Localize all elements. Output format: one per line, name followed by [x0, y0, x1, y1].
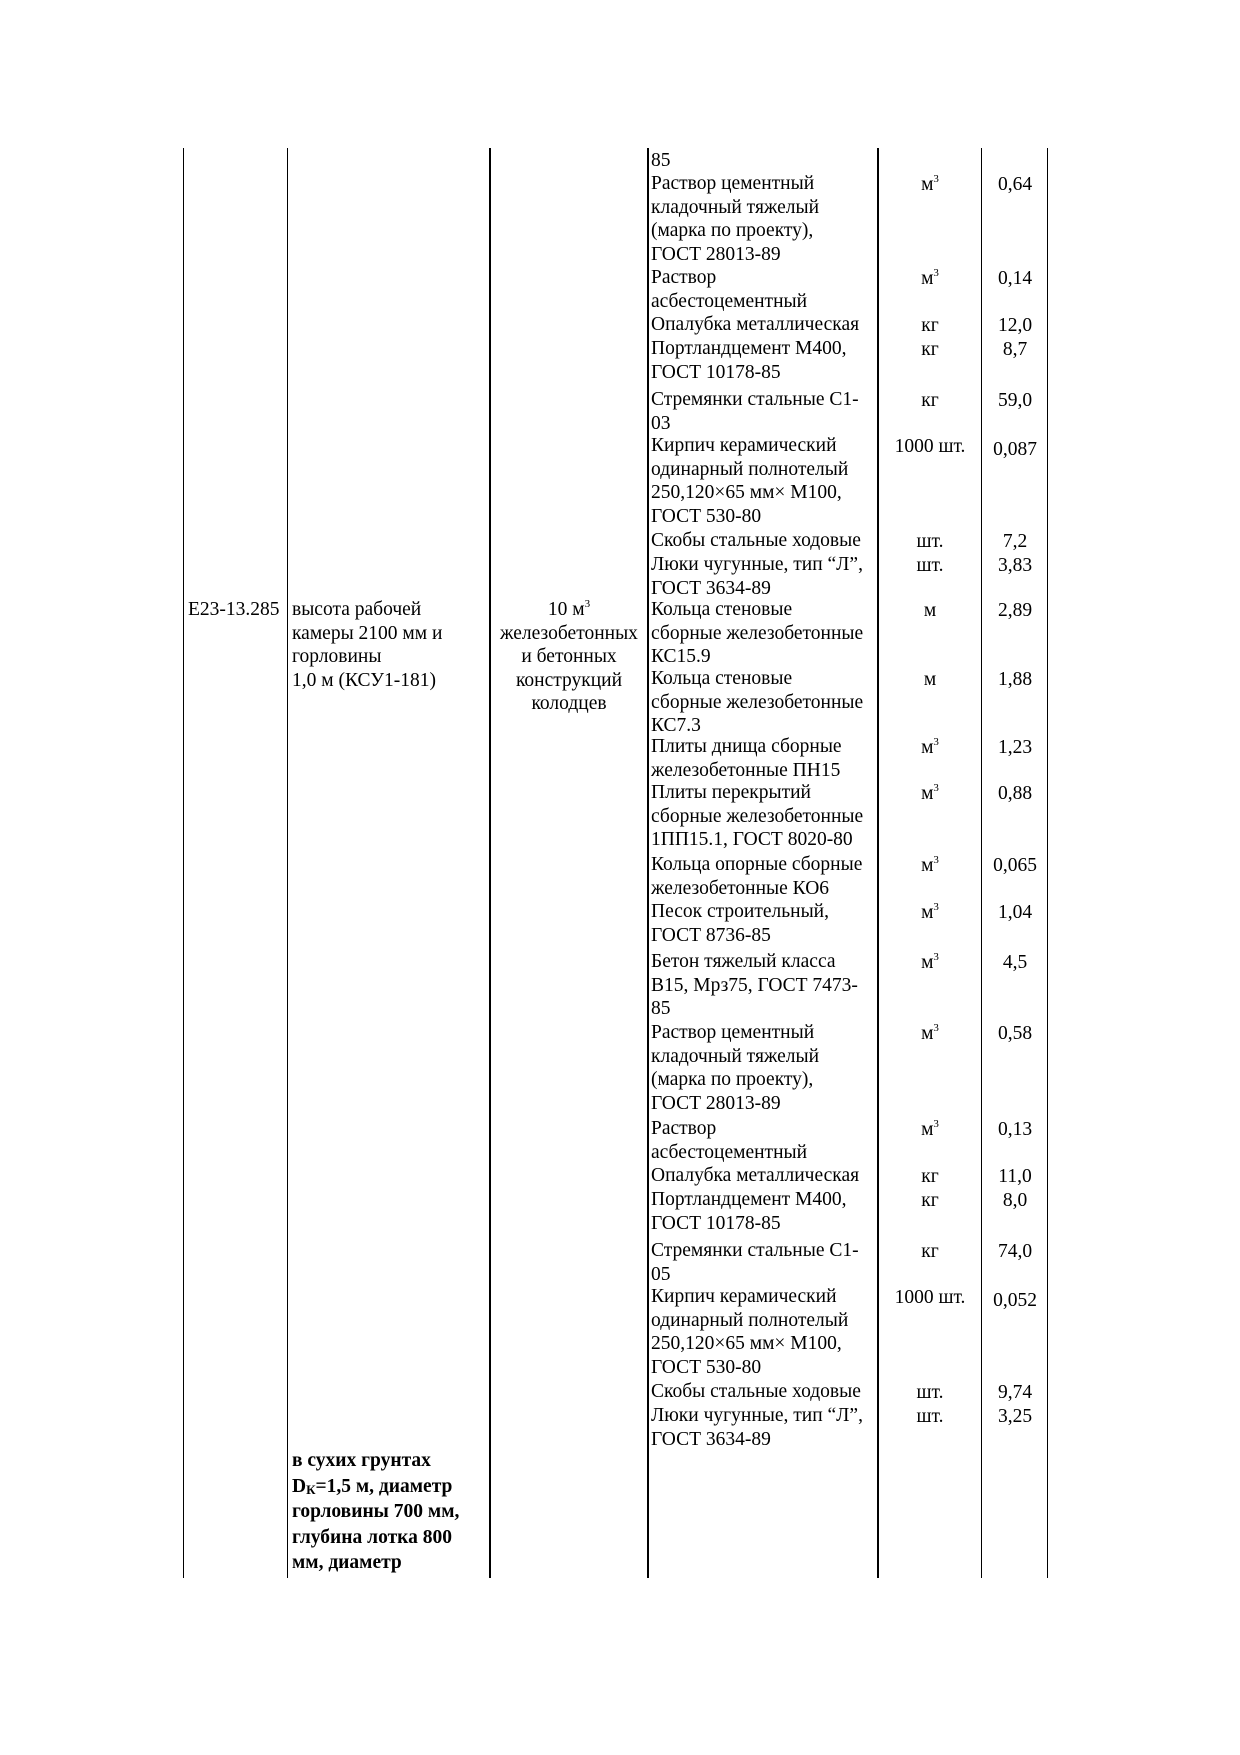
material-name: [651, 529, 861, 553]
material-name-line: Портландцемент М400,: [651, 338, 847, 359]
material-name-line: Опалубка металлическая: [651, 314, 860, 335]
material-name: [651, 853, 862, 900]
material-unit: $м^3$: [921, 736, 939, 758]
material-qty: 12,0: [997, 315, 1033, 336]
material-qty: 0,052: [993, 1290, 1037, 1311]
row-meter-line: колодцев: [531, 693, 607, 714]
row-meter: [491, 598, 647, 716]
table-col-divider-1: [287, 148, 288, 1578]
material-qty: 2,89: [997, 600, 1033, 621]
material-qty: 74,0: [997, 1241, 1033, 1262]
material-qty: 0,065: [993, 855, 1037, 876]
material-name: [651, 1164, 859, 1188]
next-section-heading: [292, 1448, 459, 1576]
material-name-line: Кирпич керамический: [651, 1286, 837, 1307]
row-description-line: высота рабочей: [292, 599, 422, 620]
material-qty: 8,7: [1002, 339, 1028, 360]
material-qty: 0,14: [997, 268, 1033, 289]
material-unit: м: [923, 669, 937, 690]
material-name: [651, 1380, 861, 1404]
material-qty: 8,0: [1002, 1190, 1028, 1211]
material-name-line: одинарный полнотелый: [651, 458, 849, 480]
material-name: [651, 1021, 819, 1115]
material-unit: шт.: [916, 555, 944, 576]
material-name: [651, 1188, 847, 1235]
material-unit: м: [923, 600, 937, 621]
material-name-line: кладочный тяжелый: [651, 196, 820, 218]
material-unit: кг: [921, 390, 939, 411]
row-meter-line: конструкций: [515, 669, 623, 691]
material-name: [651, 388, 859, 435]
material-name-line: Бетон тяжелый класса: [651, 951, 836, 972]
material-name: [651, 950, 858, 1021]
row-description-line: камеры 2100 мм и: [292, 622, 443, 644]
next-section-line: мм, диаметр: [292, 1552, 402, 1573]
material-name-line: КС15.9: [651, 646, 711, 667]
material-unit: $м^3$: [921, 267, 939, 289]
material-name-line: (марка по проекту),: [651, 220, 814, 241]
material-qty: 0,13: [997, 1119, 1033, 1140]
material-name-line: ГОСТ 3634-89: [651, 1428, 771, 1450]
row-code: Е23-13.285: [188, 599, 280, 620]
material-name: [651, 553, 863, 600]
material-qty: 9,74: [997, 1382, 1033, 1403]
material-name: [651, 172, 819, 266]
row-description: [292, 598, 442, 692]
row-meter-line: 10 $м^3$: [547, 598, 591, 620]
material-unit: $м^3$: [921, 901, 939, 923]
material-name-line: Стремянки стальные С1-: [651, 389, 859, 410]
material-qty: 59,0: [997, 390, 1033, 411]
material-name-line: 250,120×65 мм× М100,: [651, 482, 842, 503]
material-name-line: Кольца стеновые: [651, 668, 793, 689]
material-qty: 1,23: [997, 737, 1033, 758]
material-name-line: 03: [651, 412, 671, 434]
next-section-line: глубина лотка 800: [292, 1526, 452, 1548]
material-qty: 0,58: [997, 1023, 1033, 1044]
material-name-line: Раствор цементный: [651, 173, 815, 194]
material-name-line: Скобы стальные ходовые: [651, 530, 861, 551]
material-qty: 11,0: [998, 1166, 1032, 1187]
material-name: [651, 667, 863, 738]
material-name-line: Раствор: [651, 267, 717, 288]
material-name-line: кладочный тяжелый: [651, 1045, 820, 1067]
row-description-line: 1,0 м (КСУ1-181): [292, 669, 437, 691]
next-section-line: в сухих грунтах: [292, 1450, 431, 1471]
material-name: [651, 1404, 863, 1451]
table-col-divider-3: [647, 148, 649, 1578]
material-name-line: Люки чугунные, тип “Л”,: [651, 1405, 863, 1426]
material-name: [651, 434, 848, 528]
material-name-line: ГОСТ 10178-85: [651, 361, 781, 383]
row-meter-line: железобетонных: [500, 622, 638, 644]
material-name-line: Кольца стеновые: [651, 599, 793, 620]
material-name-line: Кирпич керамический: [651, 435, 837, 456]
material-name: [651, 735, 842, 782]
material-name-line: 1ПП15.1, ГОСТ 8020-80: [651, 829, 853, 850]
table-border-left: [183, 148, 184, 1578]
material-unit: 1000 шт.: [894, 1287, 966, 1308]
material-name-line: асбестоцементный: [651, 1141, 808, 1163]
material-qty: 0,087: [993, 439, 1037, 460]
material-name-line: Люки чугунные, тип “Л”,: [651, 554, 863, 575]
material-qty: 7,2: [1002, 531, 1028, 552]
material-name: [651, 1285, 848, 1379]
next-section-line: $D_К=1,5$ м, диаметр: [292, 1475, 453, 1497]
material-qty: 3,83: [997, 555, 1033, 576]
material-name-line: Портландцемент М400,: [651, 1189, 847, 1210]
material-name-line: ГОСТ 28013-89: [651, 1092, 781, 1114]
material-unit: 1000 шт.: [894, 436, 966, 457]
material-name: [651, 598, 863, 669]
material-name: [651, 1117, 807, 1164]
material-name-line: Песок строительный,: [651, 901, 829, 922]
material-name: [651, 266, 807, 313]
material-qty: 0,64: [997, 174, 1033, 195]
table-col-divider-2: [489, 148, 491, 1578]
material-unit: кг: [921, 1166, 939, 1187]
material-unit: $м^3$: [921, 854, 939, 876]
material-name-line: 05: [651, 1263, 671, 1285]
material-name-line: Кольца опорные сборные: [651, 854, 863, 875]
material-name-line: Скобы стальные ходовые: [651, 1381, 861, 1402]
material-name-line: ГОСТ 530-80: [651, 505, 762, 527]
material-name: [651, 781, 863, 852]
material-unit: $м^3$: [921, 951, 939, 973]
material-name: [651, 149, 671, 173]
material-unit: шт.: [916, 531, 944, 552]
material-qty: 1,04: [997, 902, 1033, 923]
material-unit: $м^3$: [921, 1118, 939, 1140]
material-name: [651, 313, 859, 337]
material-name-line: одинарный полнотелый: [651, 1309, 849, 1331]
material-name: [651, 337, 847, 384]
material-name-line: ГОСТ 28013-89: [651, 243, 781, 265]
material-qty: 3,25: [997, 1406, 1033, 1427]
material-name-line: 85: [651, 998, 671, 1019]
material-name-line: (марка по проекту),: [651, 1069, 814, 1090]
material-name-line: Стремянки стальные С1-: [651, 1240, 859, 1261]
material-name-line: КС7.3: [651, 715, 701, 736]
row-meter-line: и бетонных: [521, 646, 617, 667]
material-name-line: асбестоцементный: [651, 290, 808, 312]
material-unit: кг: [921, 1241, 939, 1262]
material-unit: шт.: [916, 1382, 944, 1403]
material-name-line: ГОСТ 3634-89: [651, 577, 771, 599]
material-unit: шт.: [916, 1406, 944, 1427]
material-qty: 4,5: [1002, 952, 1028, 973]
material-name-line: В15, Мрз75, ГОСТ 7473-: [651, 974, 858, 996]
material-name-line: сборные железобетонные: [651, 805, 864, 827]
material-name-line: 85: [651, 150, 671, 171]
material-qty: 1,88: [997, 669, 1033, 690]
material-unit: $м^3$: [921, 782, 939, 804]
material-unit: $м^3$: [921, 1022, 939, 1044]
material-name-line: Плиты перекрытий: [651, 782, 811, 803]
material-unit: кг: [921, 315, 939, 336]
material-name-line: сборные железобетонные: [651, 691, 864, 713]
material-name-line: Раствор: [651, 1118, 717, 1139]
material-name-line: ГОСТ 530-80: [651, 1356, 762, 1378]
material-unit: кг: [921, 1190, 939, 1211]
material-name-line: Раствор цементный: [651, 1022, 815, 1043]
material-name-line: ГОСТ 8736-85: [651, 924, 771, 946]
row-description-line: горловины: [292, 646, 382, 667]
material-name: [651, 1239, 859, 1286]
material-name-line: железобетонные ПН15: [651, 759, 841, 781]
material-unit: $м^3$: [921, 173, 939, 195]
material-name-line: ГОСТ 10178-85: [651, 1212, 781, 1234]
material-name-line: Плиты днища сборные: [651, 736, 842, 757]
material-qty: 0,88: [997, 783, 1033, 804]
material-name-line: сборные железобетонные: [651, 622, 864, 644]
material-name-line: железобетонные КО6: [651, 877, 830, 899]
material-name: [651, 900, 829, 947]
next-section-line: горловины 700 мм,: [292, 1501, 460, 1522]
material-name-line: 250,120×65 мм× М100,: [651, 1333, 842, 1354]
material-unit: кг: [921, 339, 939, 360]
material-name-line: Опалубка металлическая: [651, 1165, 860, 1186]
